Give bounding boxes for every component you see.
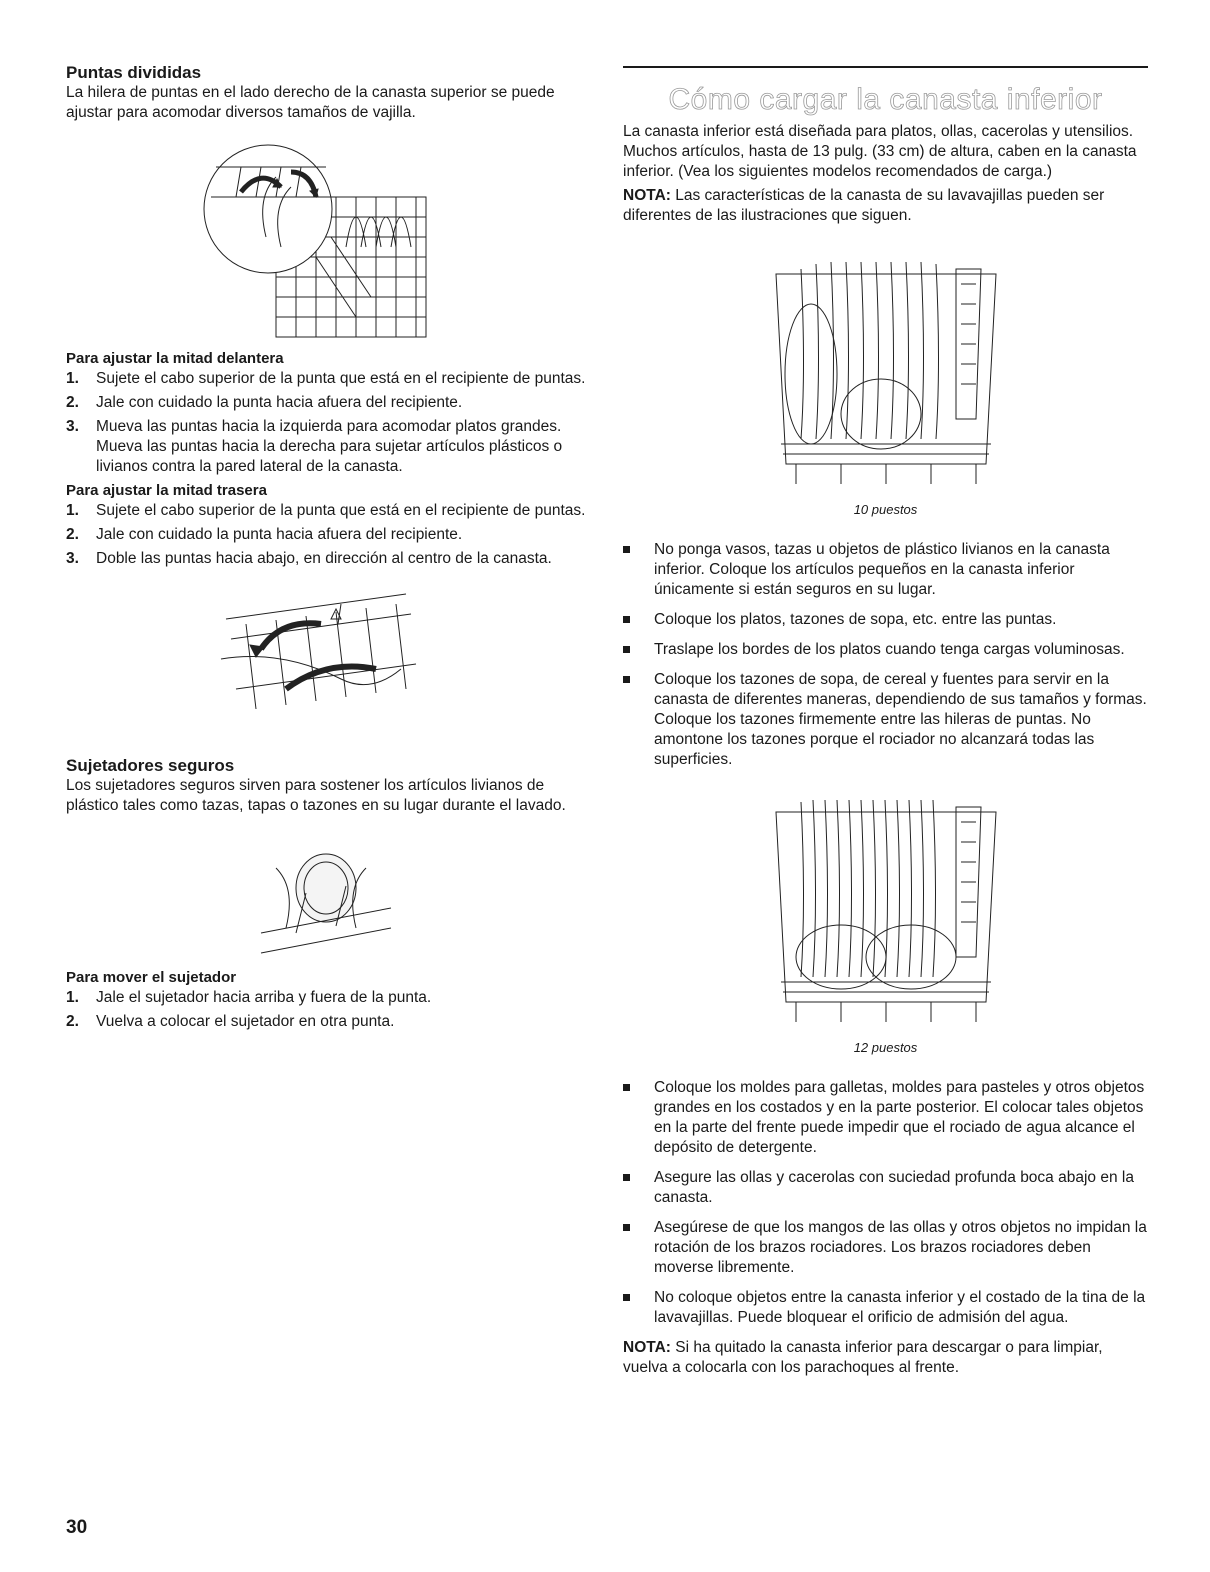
list-item: 1. Sujete el cabo superior de la punta que está en el recipiente de puntas. (66, 502, 586, 519)
loading-tips-1 (623, 540, 1148, 770)
trasera-steps (66, 501, 586, 569)
list-item: 1. Jale el sujetador hacia arriba y fuera de la punta. (66, 989, 432, 1006)
page-title: Cómo cargar la canasta inferior (668, 83, 1103, 116)
title-rule (623, 66, 1148, 68)
figure-caption-2: 12 puestos (853, 1040, 918, 1055)
note-1: NOTA: Las características de la canasta de su lavavajillas pueden ser diferentes de las ilustraciones que siguen. (623, 187, 1105, 224)
delantera-steps (66, 369, 586, 477)
subheading-mover: Para mover el sujetador (66, 969, 237, 986)
list-item: No coloque objetos entre la canasta inferior y el costado de la tina de la lavavajillas. Puede bloquear el orificio de admisión del agua. (623, 1288, 1148, 1328)
bullet-icon (623, 646, 630, 653)
list-item: 2. Jale con cuidado la punta hacia afuera del recipiente. (66, 526, 463, 543)
bullet-icon (623, 1294, 630, 1301)
right-column (623, 0, 1148, 1378)
puntas-intro: La hilera de puntas en el lado derecho de la canasta superior se puede ajustar para acomodar diversos tamaños de vajilla. (66, 84, 555, 121)
section-heading-puntas: Puntas divididas (66, 63, 202, 82)
lower-rack-12-place-illustration (761, 782, 1011, 1032)
lower-rack-10-place-illustration (761, 244, 1011, 494)
list-item: No ponga vasos, tazas u objetos de plástico livianos en la canasta inferior. Coloque los artículos pequeños en la canasta inferior únicamente si están seguros en su lugar. (623, 540, 1148, 600)
list-item: Coloque los tazones de sopa, de cereal y fuentes para servir en la canasta de diferentes maneras, dependiendo de sus tamaños y formas. Coloque los tazones firmemente entre las hileras de puntas. No amontone los tazones porque el rociador no alcanzará todas las superficies. (623, 670, 1148, 770)
list-item: 3. Doble las puntas hacia abajo, en dirección al centro de la canasta. (66, 550, 552, 567)
section-heading-sujetadores: Sujetadores seguros (66, 756, 235, 775)
loading-tips-2 (623, 1078, 1148, 1328)
sujetadores-body: Los sujetadores seguros sirven para sostener los artículos livianos de plástico tales como tazas, tapas o tazones en su lugar durante el lavado. (66, 777, 566, 814)
bullet-icon (623, 616, 630, 623)
rear-tines-illustration (216, 579, 436, 729)
list-item: 2. Jale con cuidado la punta hacia afuera del recipiente. (66, 394, 463, 411)
list-item: Traslape los bordes de los platos cuando tenga cargas voluminosas. (623, 640, 1148, 660)
list-item: Asegure las ollas y cacerolas con suciedad profunda boca abajo en la canasta. (623, 1168, 1148, 1208)
secure-clip-illustration (256, 838, 396, 968)
subheading-trasera: Para ajustar la mitad trasera (66, 482, 267, 499)
list-item: 2. Vuelva a colocar el sujetador en otra punta. (66, 1013, 395, 1030)
note-2: NOTA: Si ha quitado la canasta inferior para descargar o para limpiar, vuelva a colocarla con los parachoques al frente. (623, 1339, 1103, 1376)
page-number: 30 (66, 1517, 88, 1538)
left-column (66, 0, 586, 1036)
list-item: Coloque los platos, tazones de sopa, etc. entre las puntas. (623, 610, 1148, 630)
bullet-icon (623, 546, 630, 553)
bullet-icon (623, 1224, 630, 1231)
list-item: Coloque los moldes para galletas, moldes para pasteles y otros objetos grandes en los costados y en la parte posterior. El colocar tales objetos en la parte del frente puede impedir que el rociado de agua alcance el depósito de detergente. (623, 1078, 1148, 1158)
split-tines-illustration (196, 137, 456, 347)
bullet-icon (623, 1174, 630, 1181)
list-item: 1. Sujete el cabo superior de la punta que está en el recipiente de puntas. (66, 370, 586, 387)
right-intro: La canasta inferior está diseñada para platos, ollas, cacerolas y utensilios. Muchos artículos, hasta de 13 pulg. (33 cm) de altura, caben en la canasta inferior. (Vea los siguientes modelos recomendados de carga.) (623, 123, 1137, 180)
list-item: Asegúrese de que los mangos de las ollas y otros objetos no impidan la rotación de los brazos rociadores. Los brazos rociadores deben moverse libremente. (623, 1218, 1148, 1278)
mover-steps (66, 988, 586, 1032)
bullet-icon (623, 676, 630, 683)
list-item: 3. Mueva las puntas hacia la izquierda para acomodar platos grandes. Mueva las puntas hacia la derecha para sujetar artículos plásticos o livianos contra la pared lateral de la canasta. (66, 418, 563, 475)
subheading-delantera: Para ajustar la mitad delantera (66, 350, 284, 367)
figure-caption-1: 10 puestos (853, 502, 918, 517)
bullet-icon (623, 1084, 630, 1091)
